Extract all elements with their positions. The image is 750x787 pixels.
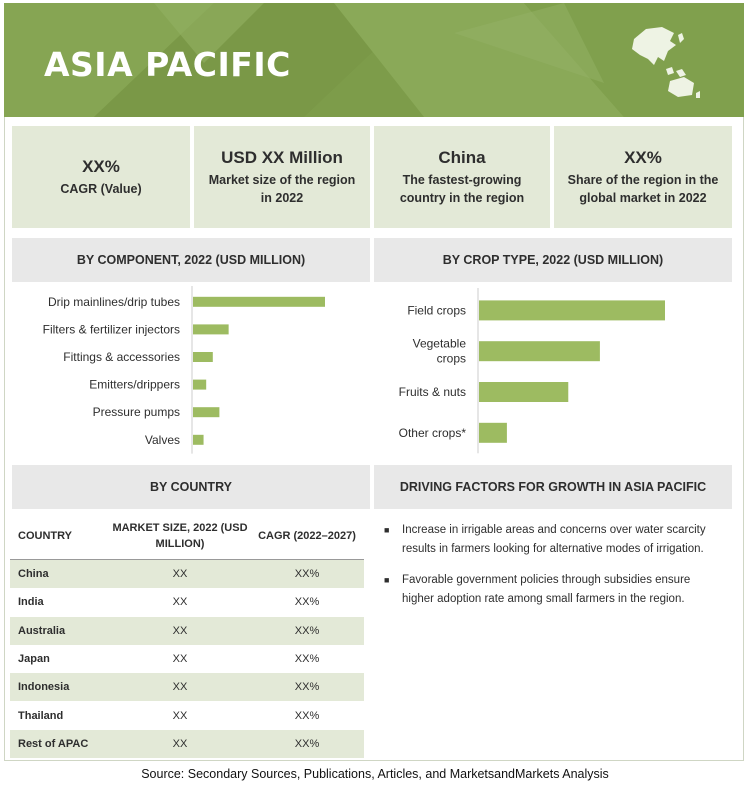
bar — [193, 324, 229, 334]
asia-pacific-map-icon — [624, 19, 704, 99]
cell-cagr: XX% — [294, 596, 320, 609]
cell-market-size: XX — [172, 653, 188, 666]
kpi-cagr — [12, 126, 190, 228]
bar — [193, 297, 325, 307]
country-section-header: BY COUNTRY — [12, 465, 370, 509]
country-table — [10, 512, 364, 758]
category-label: Pressure pumps — [92, 405, 180, 420]
cell-market-size: XX — [172, 709, 188, 722]
kpi-global-share — [554, 126, 732, 228]
driver-text: Favorable government policies through subsidies ensure higher adoption rate among small farmers in the region. — [402, 574, 691, 605]
bar — [479, 341, 600, 361]
cell-cagr: XX% — [294, 737, 320, 750]
list-item — [384, 521, 724, 558]
table-row — [10, 560, 364, 588]
cell-country: Indonesia — [18, 681, 70, 694]
table-row — [10, 588, 364, 616]
bar — [479, 423, 507, 443]
category-label: Emitters/drippers — [89, 377, 180, 392]
cell-market-size: XX — [172, 596, 188, 609]
list-item — [384, 571, 724, 608]
cell-market-size: XX — [172, 568, 188, 581]
category-label: Filters & fertilizer injectors — [42, 322, 180, 337]
table-row — [10, 645, 364, 673]
table-row — [10, 617, 364, 645]
table-row — [10, 730, 364, 758]
component-bar-chart — [12, 286, 370, 456]
category-label: Fruits & nuts — [398, 385, 466, 399]
driver-text: Increase in irrigable areas and concerns over water scarcity results in farmers looking for alternative modes of irrigation. — [402, 524, 706, 555]
component-section-header: BY COMPONENT, 2022 (USD MILLION) — [12, 238, 370, 282]
kpi-value: XX% — [624, 147, 662, 167]
cell-market-size: XX — [172, 681, 188, 694]
cell-cagr: XX% — [294, 709, 320, 722]
category-label: Fittings & accessories — [63, 350, 180, 364]
kpi-label: Share of the region in the global market in 2022 — [567, 172, 719, 205]
kpi-market-size — [194, 126, 370, 228]
driving-factors-list — [384, 521, 724, 621]
source-note: Source: Secondary Sources, Publications, Articles, and MarketsandMarkets Analysis — [141, 767, 609, 781]
bar — [193, 380, 206, 390]
cell-cagr: XX% — [294, 568, 320, 581]
category-label: Field crops — [407, 303, 466, 318]
cell-cagr: XX% — [294, 653, 320, 666]
kpi-fastest-country — [374, 126, 550, 228]
bar — [479, 382, 568, 402]
table-header-row — [10, 512, 364, 560]
header-cagr: CAGR (2022–2027) — [258, 529, 356, 542]
table-row — [10, 673, 364, 701]
crop-section-header: BY CROP TYPE, 2022 (USD MILLION) — [374, 238, 732, 282]
kpi-value: XX% — [82, 156, 120, 176]
cell-country: Thailand — [18, 709, 64, 722]
kpi-label: The fastest-growing country in the region — [399, 172, 525, 205]
bar — [193, 352, 213, 362]
cell-country: Rest of APAC — [18, 737, 89, 750]
crop-type-bar-chart — [374, 286, 732, 456]
bar — [193, 407, 219, 417]
cell-country: Australia — [18, 624, 66, 637]
header-market-size: MARKET SIZE, 2022 (USD MILLION) — [112, 521, 248, 550]
cell-country: China — [18, 568, 49, 581]
bullet-icon: ■ — [384, 525, 390, 535]
region-banner — [4, 3, 744, 117]
kpi-label: Market size of the region in 2022 — [208, 172, 356, 205]
drivers-section-header: DRIVING FACTORS FOR GROWTH IN ASIA PACIFIC — [374, 465, 732, 509]
kpi-value: USD XX Million — [221, 147, 343, 167]
bullet-icon: ■ — [384, 575, 390, 585]
cell-market-size: XX — [172, 624, 188, 637]
cell-country: Japan — [18, 653, 50, 666]
bar — [193, 435, 204, 445]
category-label: Other crops* — [398, 425, 466, 440]
category-label: Drip mainlines/drip tubes — [47, 294, 180, 309]
category-label: Valves — [144, 432, 180, 447]
region-title: ASIA PACIFIC — [44, 45, 291, 84]
kpi-value: China — [438, 147, 486, 167]
category-label: Vegetable crops — [412, 336, 466, 366]
cell-cagr: XX% — [294, 624, 320, 637]
table-row — [10, 701, 364, 729]
kpi-label: CAGR (Value) — [60, 181, 142, 196]
header-country: COUNTRY — [18, 529, 72, 542]
cell-cagr: XX% — [294, 681, 320, 694]
cell-country: India — [18, 596, 44, 609]
bar — [479, 300, 665, 320]
cell-market-size: XX — [172, 737, 188, 750]
